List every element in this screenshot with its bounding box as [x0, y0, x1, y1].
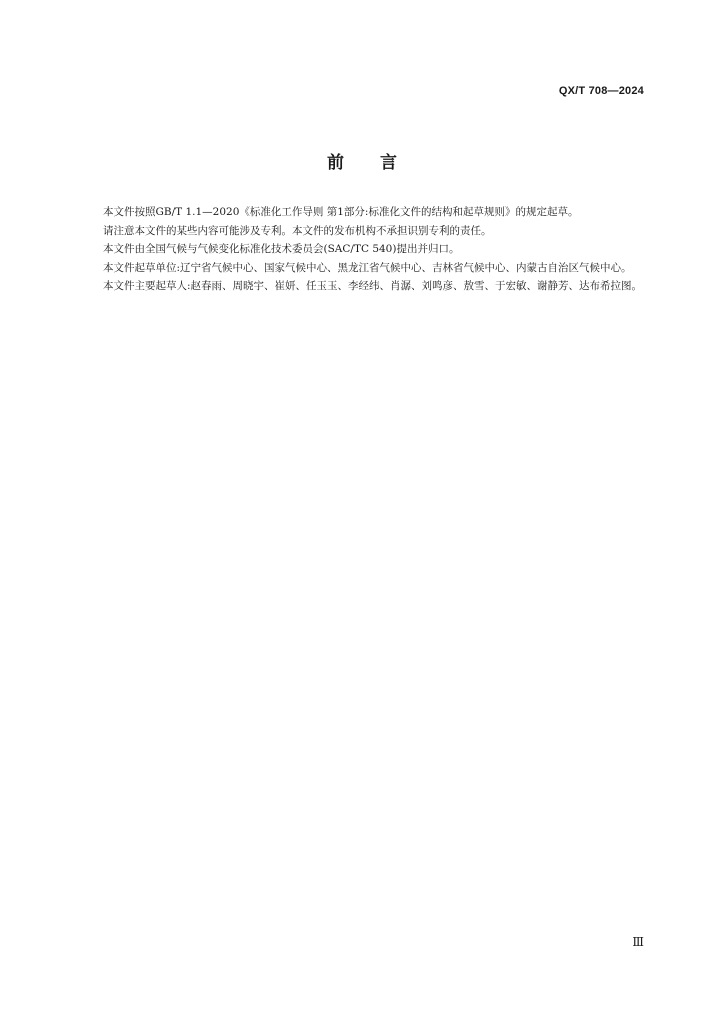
paragraph-patent-notice: 请注意本文件的某些内容可能涉及专利。本文件的发布机构不承担识别专利的责任。: [103, 224, 492, 237]
paragraph-drafting-rules: 本文件按照GB/T 1.1—2020《标准化工作导则 第1部分:标准化文件的结构和起草规则》的规定起草。: [103, 206, 579, 218]
page-title: 前言: [327, 153, 433, 173]
paragraph-drafters: 本文件主要起草人:赵春雨、周晓宇、崔妍、任玉玉、李经纬、肖潺、刘鸣彦、敖雪、于宏敏、谢静芳、达布希拉图。: [103, 280, 643, 293]
paragraph-proposer: 本文件由全国气候与气候变化标准化技术委员会(SAC/TC 540)提出并归口。: [103, 243, 460, 256]
paragraph-drafting-units: 本文件起草单位:辽宁省气候中心、国家气候中心、黑龙江省气候中心、吉林省气候中心、内蒙古自治区气候中心。: [103, 261, 632, 274]
page-number: Ⅲ: [632, 935, 644, 949]
foreword-body: [82, 203, 644, 296]
standard-code: QX/T 708—2024: [558, 85, 644, 97]
